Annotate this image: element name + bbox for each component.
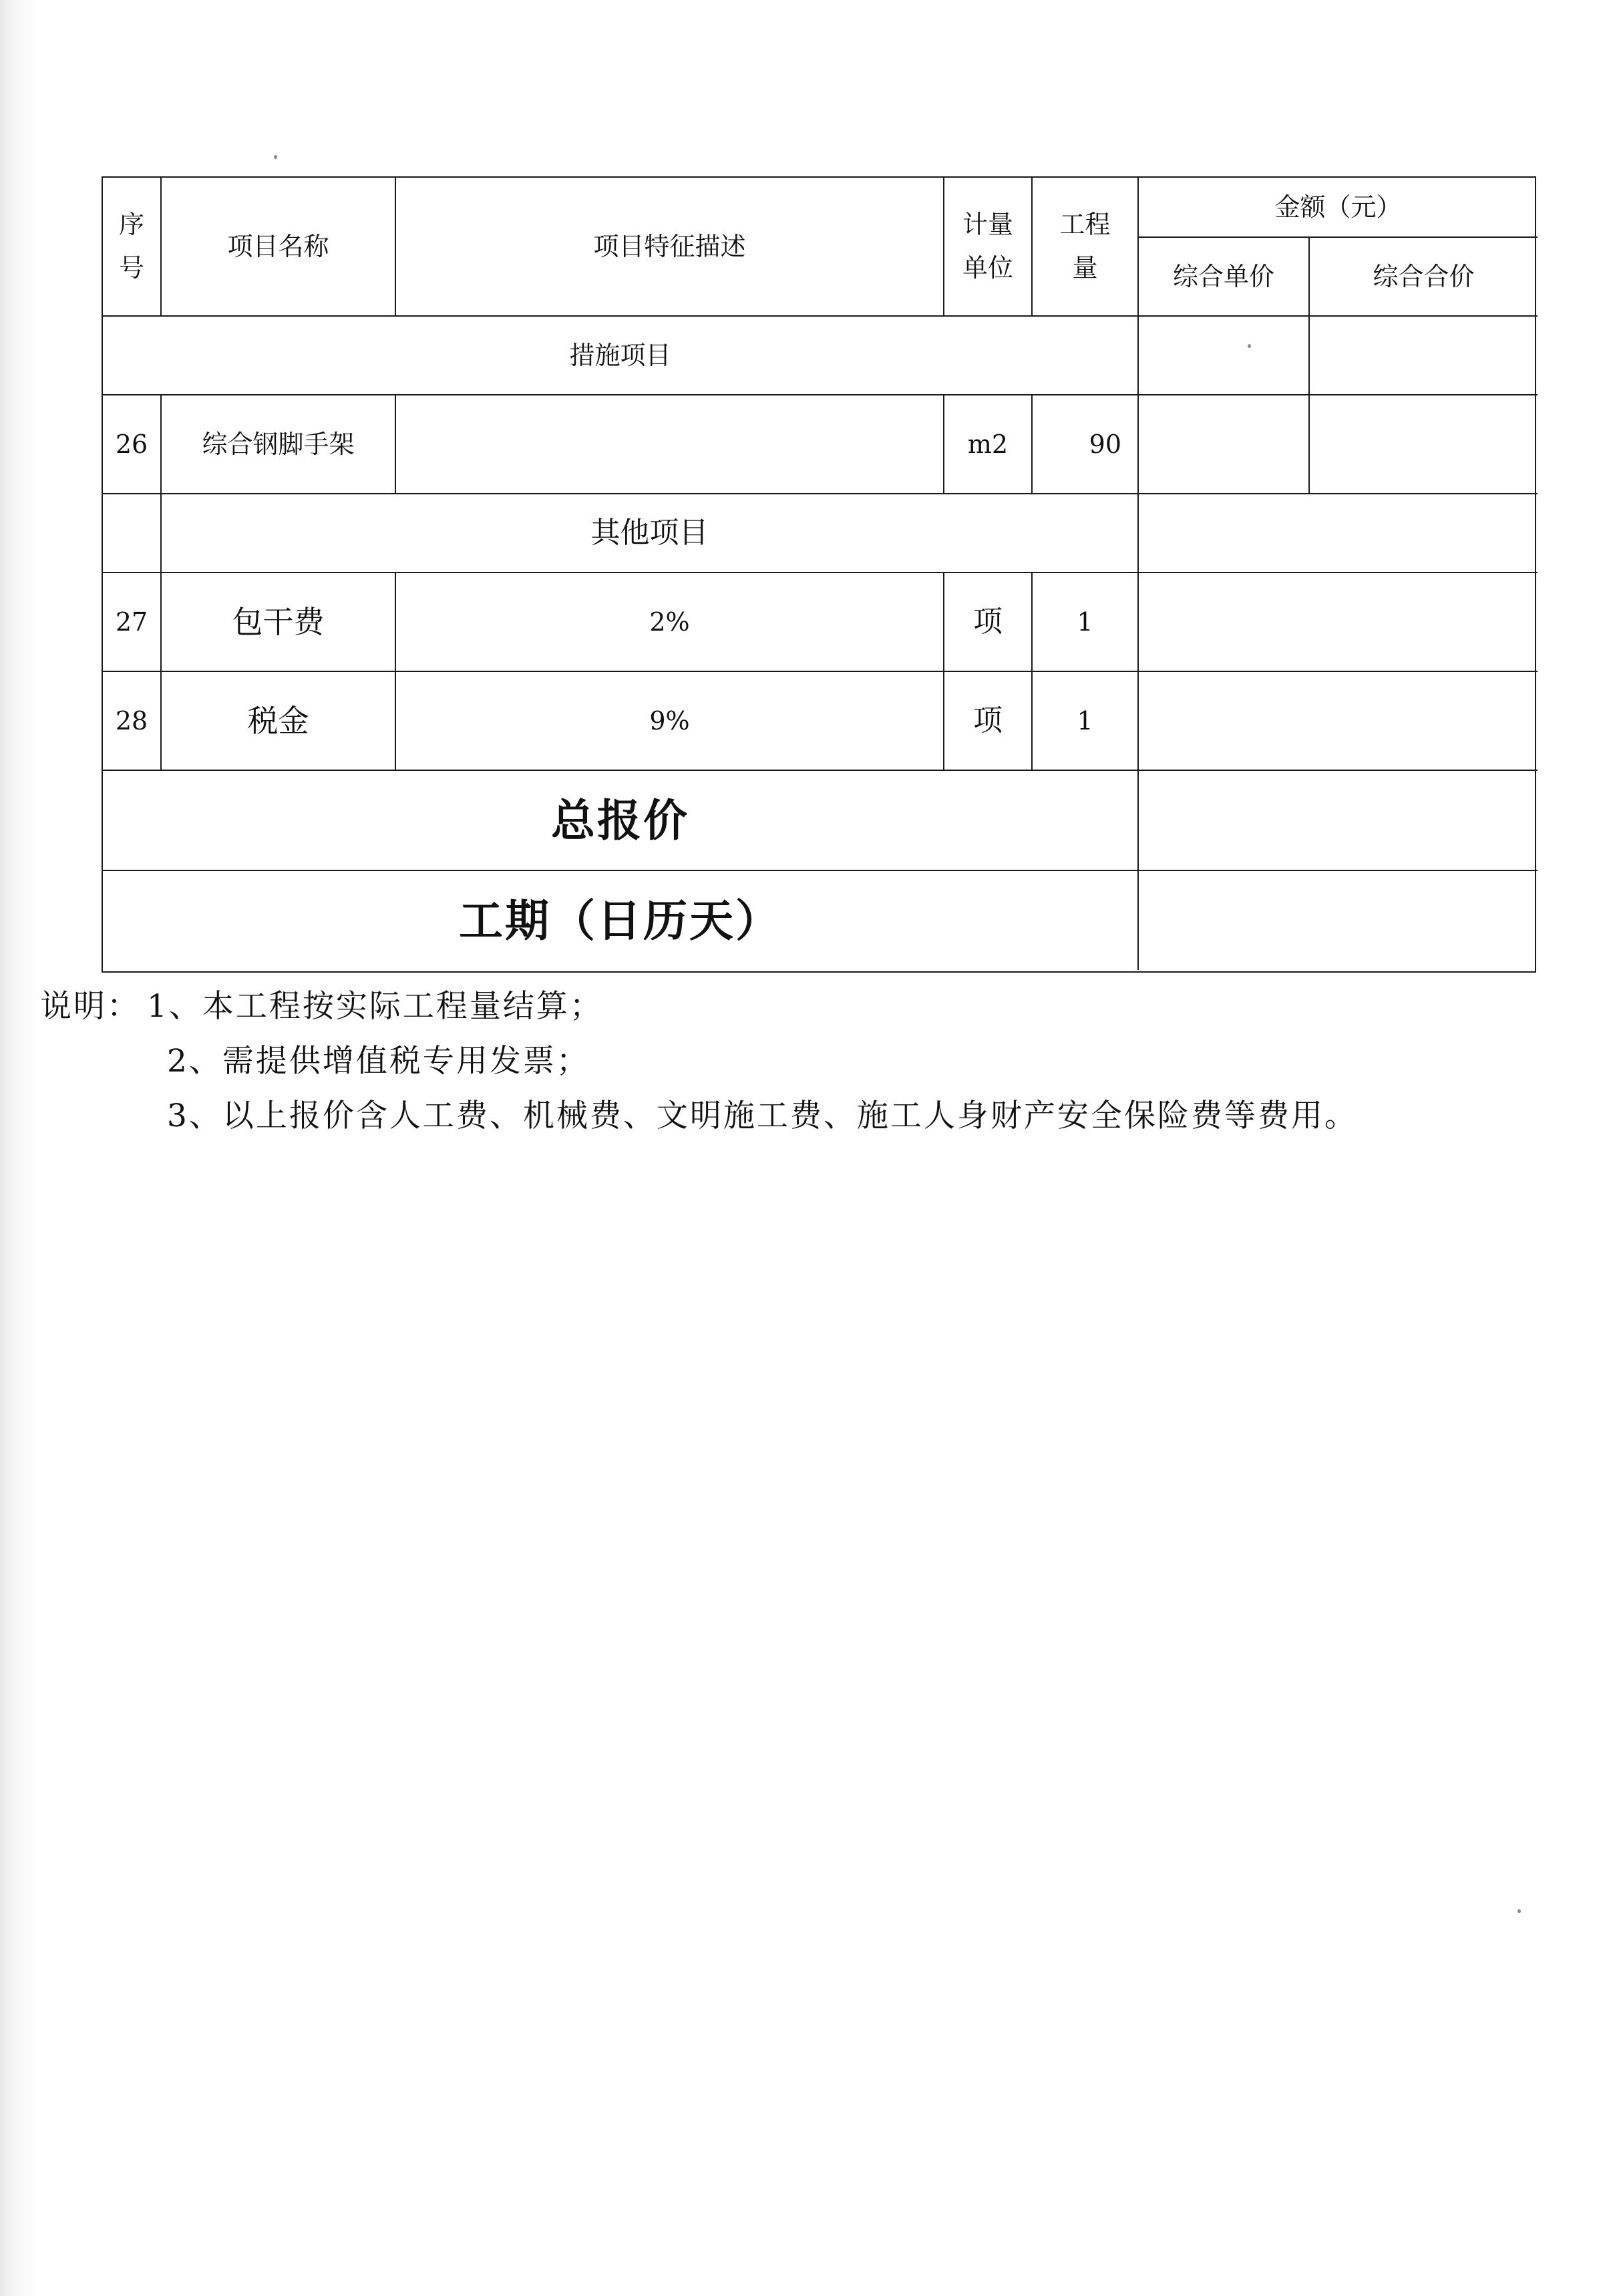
notes-indent	[40, 1089, 167, 1144]
section-others: 其他项目	[162, 494, 1139, 573]
row-26-quantity: 90	[1033, 395, 1139, 494]
row-26-description	[396, 395, 944, 494]
row-27-name: 包干费	[162, 573, 396, 672]
note-item-3: 3、以上报价含人工费、机械费、文明施工费、施工人身财产安全保险费等费用。	[167, 1098, 1358, 1134]
row-27-description: 2%	[396, 573, 944, 672]
row-27-unit: 项	[944, 573, 1033, 672]
total-quote-value	[1139, 771, 1538, 871]
row-26-seq: 26	[103, 395, 162, 494]
header-description: 项目特征描述	[396, 178, 944, 317]
note-line-3	[40, 1089, 1576, 1144]
header-amount: 金额（元）	[1139, 178, 1538, 238]
row-27-seq: 27	[103, 573, 162, 672]
total-quote-label: 总报价	[103, 771, 1139, 871]
section-others-amount	[1139, 494, 1538, 573]
duration-value	[1139, 871, 1538, 970]
section-measures-total-price	[1310, 317, 1538, 395]
row-28-name: 税金	[162, 672, 396, 771]
note-line-2	[40, 1034, 1576, 1089]
row-26-name: 综合钢脚手架	[162, 395, 396, 494]
header-unit-price: 综合单价	[1139, 238, 1310, 317]
notes-indent	[40, 1034, 167, 1089]
note-line-1	[40, 979, 1576, 1034]
section-measures-unit-price	[1139, 317, 1310, 395]
notes-label: 说明：	[40, 988, 140, 1025]
scan-shadow	[0, 0, 40, 2296]
scan-speck	[274, 155, 277, 159]
section-others-seq	[103, 494, 162, 573]
row-28-seq: 28	[103, 672, 162, 771]
row-28-quantity: 1	[1033, 672, 1139, 771]
row-26-unit: m2	[944, 395, 1033, 494]
row-27-amount	[1139, 573, 1538, 672]
scan-speck	[1517, 1909, 1521, 1913]
quotation-table	[102, 176, 1536, 973]
section-measures: 措施项目	[103, 317, 1139, 395]
note-item-1: 1、本工程按实际工程量结算；	[147, 988, 603, 1025]
duration-label: 工期（日历天）	[103, 871, 1139, 970]
header-quantity: 工程 量	[1033, 178, 1139, 317]
header-unit: 计量 单位	[944, 178, 1033, 317]
row-28-amount	[1139, 672, 1538, 771]
row-28-description: 9%	[396, 672, 944, 771]
row-28-unit: 项	[944, 672, 1033, 771]
header-name: 项目名称	[162, 178, 396, 317]
row-27-quantity: 1	[1033, 573, 1139, 672]
header-seq: 序 号	[103, 178, 162, 317]
note-item-2: 2、需提供增值税专用发票；	[167, 1043, 590, 1080]
row-26-total-price	[1310, 395, 1538, 494]
row-26-unit-price	[1139, 395, 1310, 494]
header-total-price: 综合合价	[1310, 238, 1538, 317]
notes-section	[40, 979, 1576, 1144]
